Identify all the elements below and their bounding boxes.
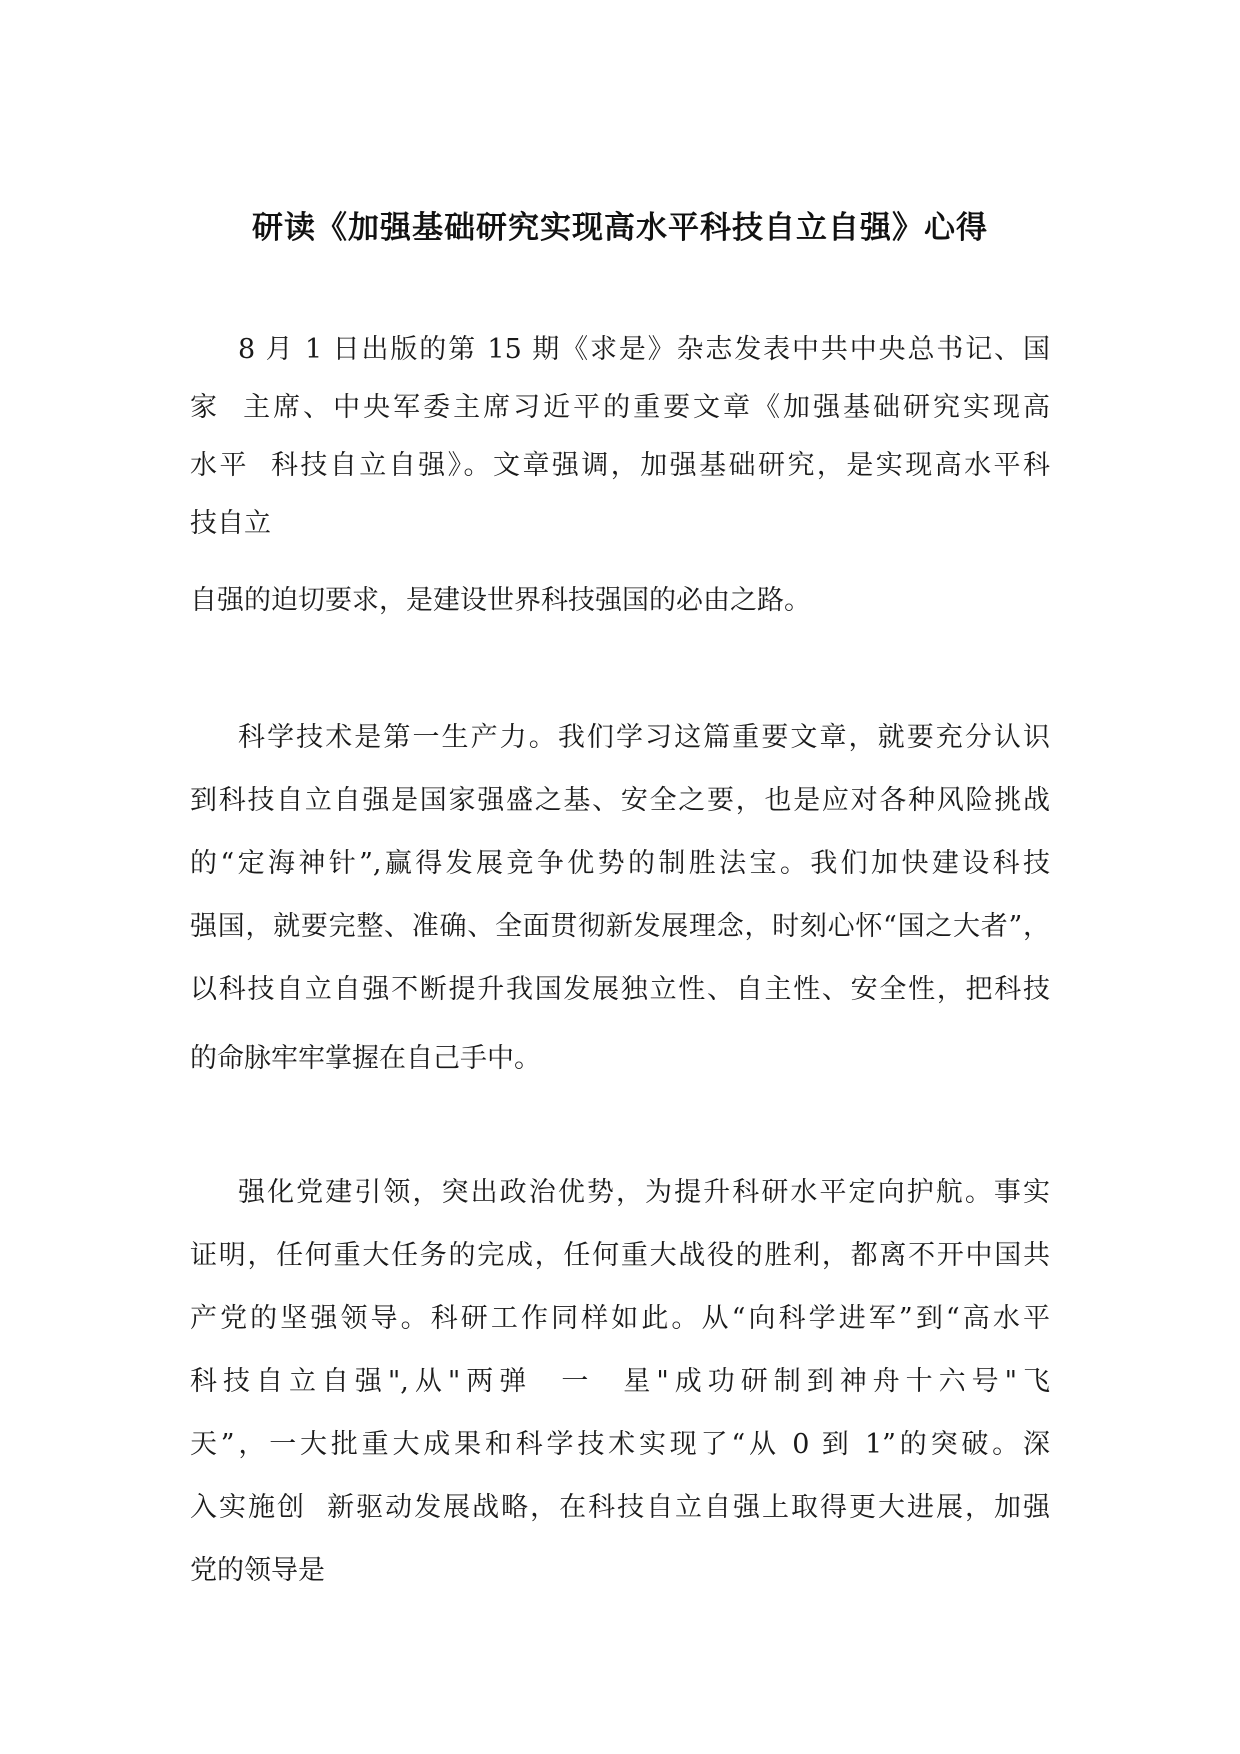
paragraph-2-line-6: 的命脉牢牢掌握在自己手中。 bbox=[190, 1043, 541, 1074]
paragraph-2-line-4: 强国，就要完整、准确、全面贯彻新发展理念，时刻心怀“国之大者”， bbox=[190, 911, 1050, 942]
paragraph-3-line-2: 证明，任何重大任务的完成，任何重大战役的胜利，都离不开中国共 bbox=[190, 1240, 1050, 1271]
paragraph-3-line-6: 入实施创 新驱动发展战略，在科技自立自强上取得更大进展，加强 bbox=[190, 1492, 1050, 1523]
paragraph-3-line-7: 党的领导是 bbox=[190, 1555, 325, 1586]
paragraph-2-line-1: 科学技术是第一生产力。我们学习这篇重要文章，就要充分认识 bbox=[238, 722, 1050, 753]
paragraph-1-line-5: 自强的迫切要求，是建设世界科技强国的必由之路。 bbox=[190, 585, 811, 616]
document-title: 研读《加强基础研究实现高水平科技自立自强》心得 bbox=[252, 210, 988, 246]
paragraph-1-line-3: 水平 科技自立自强》。文章强调，加强基础研究，是实现高水平科 bbox=[190, 450, 1050, 481]
paragraph-2-line-3: 的“定海神针”,赢得发展竞争优势的制胜法宝。我们加快建设科技 bbox=[190, 848, 1050, 879]
paragraph-3-line-5: 天”，一大批重大成果和科学技术实现了“从 0 到 1”的突破。深 bbox=[190, 1429, 1050, 1460]
paragraph-1-line-2: 家 主席、中央军委主席习近平的重要文章《加强基础研究实现高 bbox=[190, 392, 1050, 423]
paragraph-2-line-5: 以科技自立自强不断提升我国发展独立性、自主性、安全性，把科技 bbox=[190, 974, 1050, 1005]
paragraph-3-line-3: 产党的坚强领导。科研工作同样如此。从“向科学进军”到“高水平 bbox=[190, 1303, 1050, 1334]
paragraph-3-line-4: 科技自立自强",从"两弹 一 星"成功研制到神舟十六号"飞 bbox=[190, 1366, 1050, 1397]
paragraph-3-line-1: 强化党建引领，突出政治优势，为提升科研水平定向护航。事实 bbox=[238, 1177, 1050, 1208]
paragraph-1-line-1: 8 月 1 日出版的第 15 期《求是》杂志发表中共中央总书记、国 bbox=[238, 334, 1050, 365]
paragraph-2-line-2: 到科技自立自强是国家强盛之基、安全之要，也是应对各种风险挑战 bbox=[190, 785, 1050, 816]
paragraph-1-line-4: 技自立 bbox=[190, 508, 271, 539]
